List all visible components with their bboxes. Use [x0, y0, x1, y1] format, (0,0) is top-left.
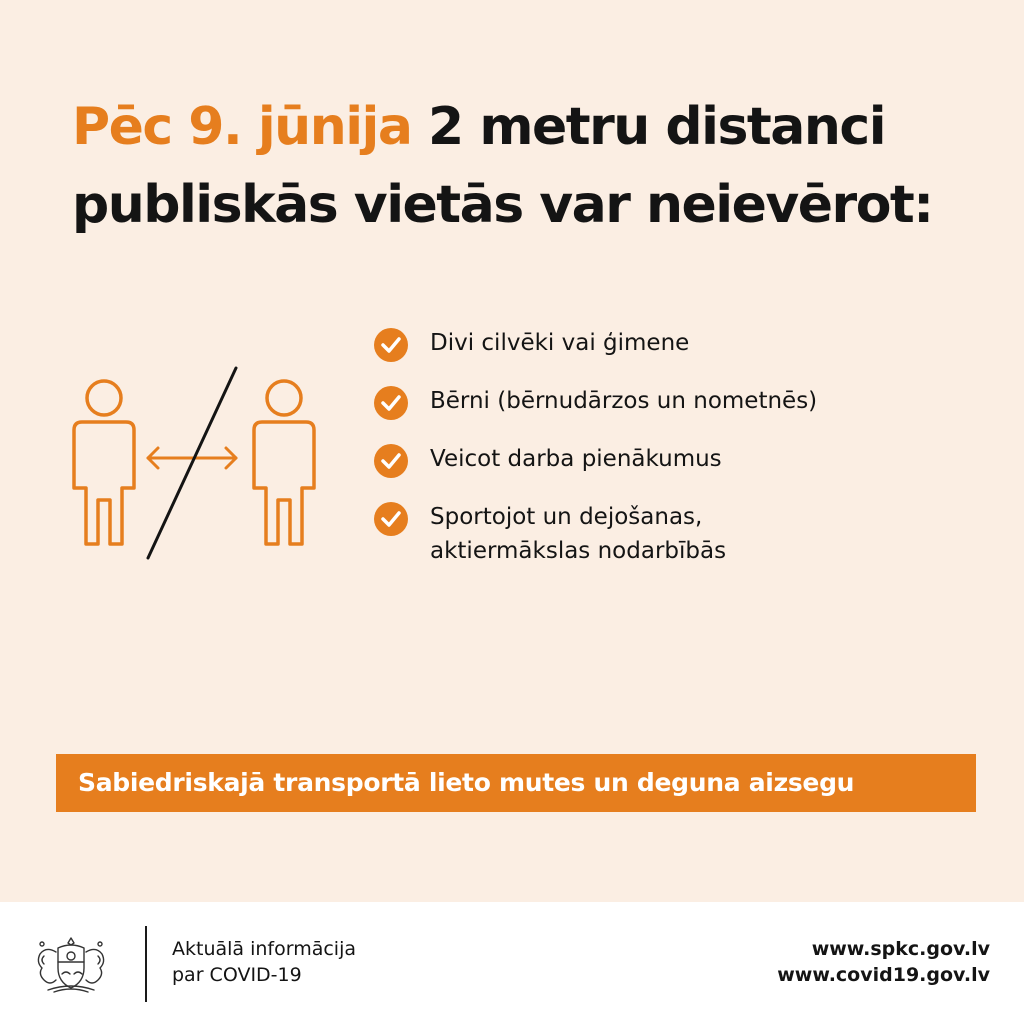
footer-info-line: par COVID-19 [172, 964, 302, 986]
check-circle-icon [372, 442, 410, 480]
strike-slash [148, 368, 236, 558]
list-item [372, 442, 992, 480]
check-circle-icon [372, 500, 410, 538]
list-item-line: Veicot darba pienākumus [430, 446, 722, 472]
list-item-text [430, 500, 726, 568]
check-circle-icon [372, 326, 410, 364]
list-item-line: aktiermākslas nodarbībās [430, 538, 727, 564]
check-circle-icon [372, 384, 410, 422]
footer-info-line: Aktuālā informācija [172, 938, 357, 960]
list-item-text [430, 442, 722, 476]
list-item-text [430, 326, 689, 360]
coat-of-arms-icon [28, 932, 114, 996]
footer-divider [145, 926, 147, 1002]
footer-info [172, 936, 356, 988]
list-item-line: Divi cilvēki vai ģimene [430, 330, 690, 356]
distance-illustration [60, 360, 330, 570]
list-item-line: Bērni (bērnudārzos un nometnēs) [430, 388, 818, 414]
person-left-icon [74, 381, 134, 544]
mask-notice-banner: Sabiedriskajā transportā lieto mutes un deguna aizsegu [56, 754, 976, 812]
list-item [372, 500, 992, 568]
exceptions-list [372, 326, 992, 588]
headline-date: Pēc 9. jūnija [72, 97, 412, 157]
list-item [372, 326, 992, 364]
headline-line2: publiskās vietās var neievērot: [72, 175, 933, 235]
headline-rest: 2 metru distanci [411, 97, 886, 157]
footer-links [777, 936, 990, 988]
person-right-icon [254, 381, 314, 544]
footer [0, 902, 1024, 1024]
covid19-link[interactable]: www.covid19.gov.lv [777, 964, 990, 986]
list-item [372, 384, 992, 422]
list-item-text [430, 384, 817, 418]
list-item-line: Sportojot un dejošanas, [430, 504, 703, 530]
headline [72, 88, 992, 244]
spkc-link[interactable]: www.spkc.gov.lv [811, 938, 990, 960]
